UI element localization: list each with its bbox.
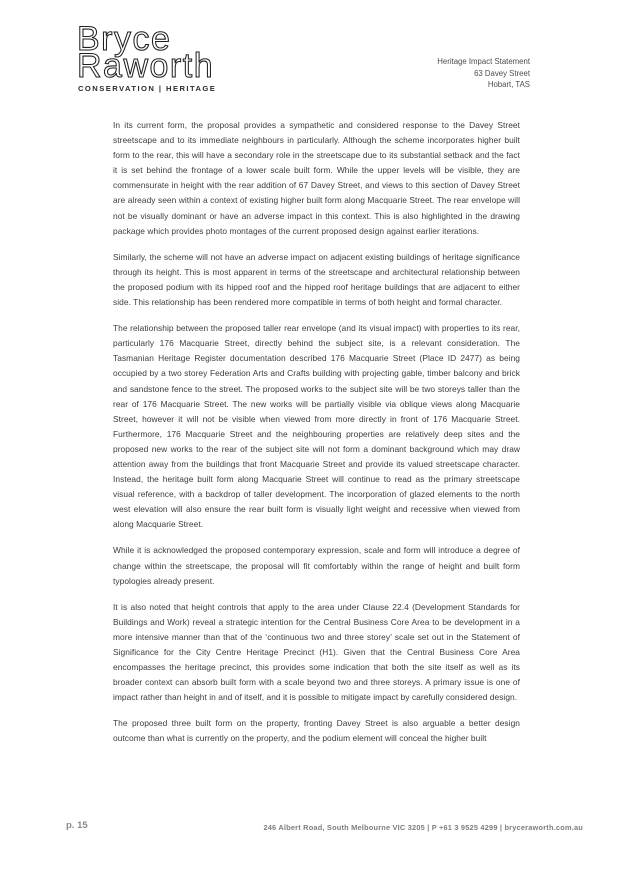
document-body <box>113 118 520 747</box>
company-logo <box>76 18 246 84</box>
body-paragraph: While it is acknowledged the proposed contemporary expression, scale and form will introduce a degree of change within the streetscape, the proposal will fit comfortably within the range of height and built form typologies already present. <box>113 545 520 586</box>
site-address-line2: Hobart, TAS <box>487 80 530 90</box>
logo-line1: Bryce <box>77 20 172 58</box>
body-paragraph: The relationship between the proposed taller rear envelope (and its visual impact) with properties to its rear, particularly 176 Macquarie Street, directly behind the subject site, is a relevant consideration. The Tasmanian Heritage Register documentation described 176 Macquarie Street (Place ID 2477) as being occupied by a two storey Federation Arts and Crafts building with projecting gable, timber balcony and brick and sandstone fence to the street. The proposed works to the subject site will be two storeys taller than the rear of 176 Macquarie Street. The new works will be partially visible via oblique views along Macquarie Street, however it will not be visible when viewed from more directly in front of 176 Macquarie Street. Furthermore, 176 Macquarie Street and the neighbouring properties are relatively deep sites and the proposed new works to the rear of the subject site will not form a dominant background which may draw attention away from the buildings that front Macquarie Street and provide its valued streetscape character. Instead, the heritage built form along Macquarie Street will continue to read as the primary streetscape visual reference, with a backdrop of taller development. The incorporation of glazed elements to the north west elevation will also ensure the rear built form is visually light weight and recessive when viewed from along Macquarie Street. <box>113 323 520 530</box>
body-paragraph: In its current form, the proposal provides a sympathetic and considered response to the Davey Street streetscape and to its immediate neighbours in particularly. Although the scheme incorporates higher built form to the rear, this will have a secondary role in the streetscape due to its substantial setback and the fact it is set behind the frontage of a lower scale built form. While the upper levels will be visible, they are commensurate in height with the rear addition of 67 Davey Street, and views to this section of Davey Street are already seen within a context of existing higher built form along Macquarie Street. The rear envelope will not be visually dominant or have an adverse impact in this context. This is also highlighted in the drawing package which provides photo montages of the current proposed design against earlier iterations. <box>113 120 520 236</box>
site-address-line1: 63 Davey Street <box>474 68 530 78</box>
logo-line2: Raworth <box>77 47 215 84</box>
footer-contact-line: 246 Albert Road, South Melbourne VIC 3205 | P +61 3 9525 4299 | bryceraworth.com.au <box>263 823 583 832</box>
body-paragraph: It is also noted that height controls that apply to the area under Clause 22.4 (Development Standards for Buildings and Work) reveal a strategic intention for the Central Business Core Area to be development in a more intensive manner than that of the ‘continuous two and three storey’ scale set out in the Statement of Significance for the City Centre Heritage Precinct (H1). Given that the Central Business Core Area encompasses the heritage precinct, this provides some indication that both the site itself as well as its broader context can absorb built form with a scale beyond two and three storeys. A primary issue is one of impact rather than height in and of itself, and it is possible to mitigate impact by carefully considered design. <box>113 601 520 703</box>
body-paragraph: Similarly, the scheme will not have an adverse impact on adjacent existing buildings of heritage significance through its height. This is most apparent in terms of the streetscape and architectural relationship between the proposed podium with its hipped roof and the hipped roof heritage buildings that are adjacent to either side. This relationship has been rendered more compatible in terms of both height and formal character. <box>113 251 520 308</box>
document-title: Heritage Impact Statement <box>437 57 530 66</box>
page-number: p. 15 <box>66 820 88 831</box>
logo-wordmark-icon <box>76 18 246 84</box>
logo-tagline: CONSERVATION | HERITAGE <box>78 84 217 93</box>
body-paragraph: The proposed three built form on the property, fronting Davey Street is also arguable a better design outcome than what is currently on the property, and the podium element will conceal the higher built <box>113 718 520 744</box>
document-info-block <box>437 56 530 91</box>
